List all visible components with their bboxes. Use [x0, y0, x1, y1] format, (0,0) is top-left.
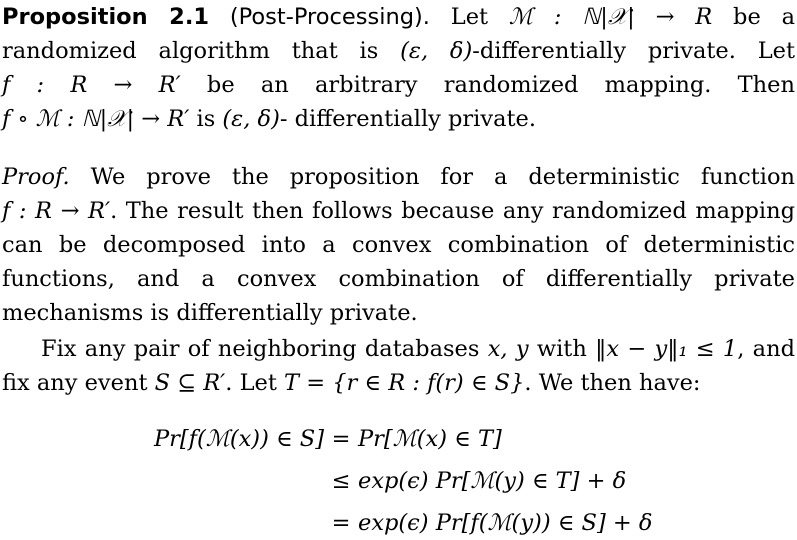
- proposition-privacy-params: (ε, δ): [400, 38, 473, 64]
- neighbor-distance: ‖x − y‖₁ ≤ 1: [595, 336, 738, 362]
- proposition-privacy-params-2: (ε, δ): [222, 106, 280, 132]
- proof-intro-text: We prove the proposition for a deterministic function: [90, 164, 795, 190]
- proposition-composition-signature: f ∘ ℳ : ℕ|𝒳| → R′: [2, 106, 190, 132]
- event-subset: S ⊆ R′: [154, 370, 226, 396]
- equation-relation-3: =: [331, 510, 351, 536]
- proposition-line-1-post: be a randomized: [2, 4, 796, 64]
- equation-relation-2: ≤: [331, 468, 351, 494]
- fix-text-pre: Fix any pair of neighboring databases: [41, 336, 488, 362]
- equation-array: [0, 418, 797, 537]
- proposition-line-2-post: -differentially private. Let: [472, 38, 796, 64]
- proposition-block: [2, 0, 795, 136]
- databases-xy: x, y: [487, 336, 529, 362]
- equation-relation-1: =: [331, 426, 351, 452]
- fix-text-mid3: . Let: [225, 370, 285, 396]
- proof-rest-text: . The result then follows because any randomized mapping can be decomposed into a convex combination of deterministic functions, and a convex combination of differentially private mechanisms is differentially private.: [2, 198, 795, 326]
- set-T-definition: T = {r ∈ R : f(r) ∈ S}: [284, 370, 525, 396]
- proposition-name: (Post-Processing).: [229, 4, 430, 30]
- proof-paragraph-2: [2, 332, 795, 400]
- proof-paragraph-1: [2, 160, 795, 330]
- fix-text-mid1: with: [528, 336, 596, 362]
- proposition-line-2-pre: algorithm that is: [158, 38, 401, 64]
- proposition-line-3-pre: arbitrary randomized mapping. Then: [315, 72, 795, 98]
- proposition-label: Proposition 2.1: [2, 4, 210, 30]
- proposition-line-3-post: is: [189, 106, 223, 132]
- proposition-line-3-post2: -: [279, 106, 288, 132]
- proposition-mechanism-signature: ℳ : ℕ|𝒳| → R: [508, 4, 713, 30]
- equation-rhs-1: Pr[ℳ(x) ∈ T]: [358, 426, 502, 452]
- equation-rhs-2: exp(ϵ) Pr[ℳ(y) ∈ T] + δ: [358, 468, 627, 494]
- proposition-line-4: differentially private.: [294, 106, 536, 132]
- equation-rhs-3: exp(ϵ) Pr[f(ℳ(y)) ∈ S] + δ: [358, 510, 653, 536]
- proposition-line-1-pre: Let: [450, 4, 509, 30]
- proof-function-signature: f : R → R′: [2, 198, 111, 224]
- proof-label: Proof.: [2, 164, 70, 190]
- equation-lhs: Pr[f(ℳ(x)) ∈ S]: [153, 426, 324, 452]
- proposition-line-2-post2: be an: [180, 72, 289, 98]
- fix-text-post: . We then have:: [524, 370, 701, 396]
- proposition-mapping-signature: f : R → R′: [2, 72, 181, 98]
- fix-text-mid2: , and fix any event: [2, 336, 795, 396]
